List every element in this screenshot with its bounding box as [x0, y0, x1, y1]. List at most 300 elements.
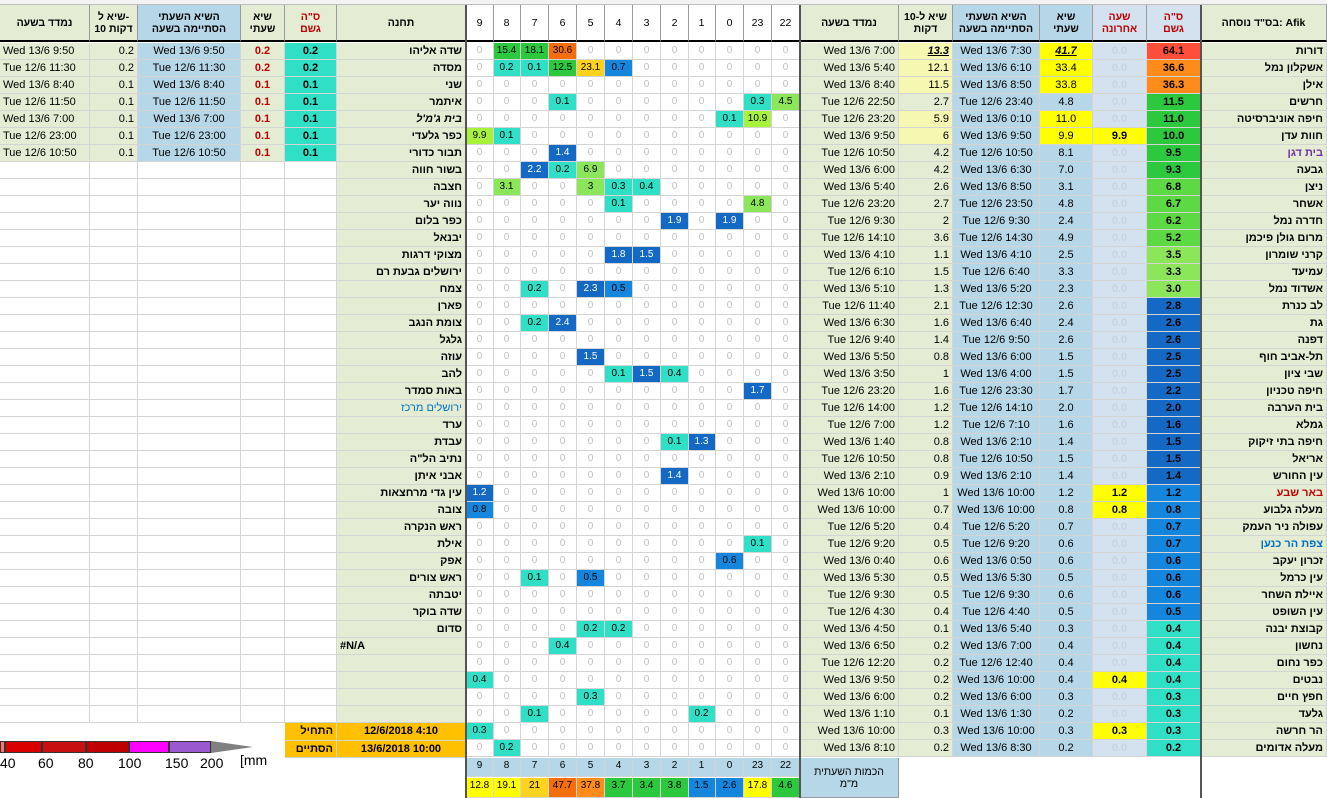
hourly-cell: 0: [521, 349, 549, 366]
hourly-peak-end: Wed 13/6 10:00: [953, 723, 1040, 740]
hourly-cell: 0: [661, 281, 689, 298]
left-hourly-peak: [241, 672, 285, 689]
hourly-cell: 0: [521, 230, 549, 247]
hourly-cell: 0: [466, 417, 494, 434]
hourly-cell: 0: [521, 77, 549, 94]
last-hour: 0.0: [1093, 689, 1147, 706]
hourly-peak: 0.3: [1040, 689, 1093, 706]
hourly-cell: 0: [549, 77, 577, 94]
left-total-rain: 0.2: [285, 60, 337, 77]
peak-10min: 0.2: [899, 672, 953, 689]
left-total-rain: [285, 264, 337, 281]
hourly-cell: 0: [605, 740, 633, 757]
hourly-cell: 0: [466, 553, 494, 570]
left-station-name: יבנאל: [337, 230, 466, 247]
hourly-cell: 0.1: [493, 128, 521, 145]
measured-at: Wed 13/6 6:00: [800, 162, 899, 179]
station-name: מעלה גלבוע: [1201, 502, 1327, 519]
hourly-cell: 0: [744, 332, 772, 349]
station-name: אילן: [1201, 77, 1327, 94]
measured-at: Wed 13/6 8:40: [800, 77, 899, 94]
peak-10min: 0.1: [899, 706, 953, 723]
left-measured-at: [0, 434, 90, 451]
hourly-cell: 0: [577, 94, 605, 111]
total-rain: 0.5: [1147, 604, 1201, 621]
hourly-peak: 0.6: [1040, 587, 1093, 604]
station-name: דפנה: [1201, 332, 1327, 349]
hourly-cell: 0: [716, 519, 744, 536]
left-station-name: עין גדי מרחצאות: [337, 485, 466, 502]
left-station-name: ירושלים מרכז: [337, 400, 466, 417]
hourly-cell: 0: [716, 349, 744, 366]
left-peak-10: [90, 196, 138, 213]
hourly-cell: 0: [493, 383, 521, 400]
left-peak-end: [138, 553, 241, 570]
left-measured-at: [0, 264, 90, 281]
total-rain: 9.3: [1147, 162, 1201, 179]
hourly-cell: 0: [744, 604, 772, 621]
hourly-cell: 0: [688, 621, 716, 638]
hourly-peak: 0.2: [1040, 740, 1093, 757]
hourly-cell: 0: [688, 604, 716, 621]
station-name: לב כנרת: [1201, 298, 1327, 315]
left-station-name: #N/A: [337, 638, 466, 655]
measured-at: Wed 13/6 9:50: [800, 128, 899, 145]
left-total-rain: 0.2: [285, 43, 337, 60]
hourly-cell: 0: [605, 332, 633, 349]
left-peak-end: [138, 706, 241, 723]
hourly-cell: 0: [549, 349, 577, 366]
hourly-cell: 0: [688, 553, 716, 570]
hourly-cell: 0: [493, 553, 521, 570]
hourly-cell: 0: [605, 689, 633, 706]
peak-10min: 1.1: [899, 247, 953, 264]
total-rain: 2.5: [1147, 366, 1201, 383]
hourly-cell: 0: [466, 349, 494, 366]
footer-hour: 2: [661, 758, 689, 777]
last-hour: 0.0: [1093, 638, 1147, 655]
hourly-cell: 0: [633, 196, 661, 213]
left-peak-end: [138, 213, 241, 230]
hourly-cell: 0: [661, 553, 689, 570]
hourly-cell: 0: [661, 672, 689, 689]
hourly-cell: 0: [716, 43, 744, 60]
last-hour: 0.8: [1093, 502, 1147, 519]
left-station-name: עוזה: [337, 349, 466, 366]
total-rain: 0.3: [1147, 723, 1201, 740]
measured-at: Wed 13/6 5:50: [800, 349, 899, 366]
left-peak-end: [138, 485, 241, 502]
hourly-cell: 0: [577, 383, 605, 400]
left-measured-at: [0, 162, 90, 179]
hourly-cell: 0: [577, 43, 605, 60]
last-hour: 0.0: [1093, 536, 1147, 553]
hourly-cell: 0: [521, 451, 549, 468]
hourly-cell: 0: [688, 332, 716, 349]
left-peak-10: [90, 536, 138, 553]
hourly-cell: 0: [744, 315, 772, 332]
hourly-cell: 0: [661, 196, 689, 213]
left-measured-at: Wed 13/6 8:40: [0, 77, 90, 94]
station-name: קבוצת יבנה: [1201, 621, 1327, 638]
hourly-cell: 0.1: [605, 196, 633, 213]
hourly-cell: 0: [772, 332, 800, 349]
header-hour-3: 3: [633, 5, 661, 42]
hourly-cell: 0: [605, 570, 633, 587]
hourly-cell: 0: [466, 366, 494, 383]
left-total-rain: [285, 298, 337, 315]
hourly-cell: 0: [605, 400, 633, 417]
hourly-cell: 0: [744, 230, 772, 247]
legend-value: 80: [78, 755, 94, 771]
station-name: אשחר: [1201, 196, 1327, 213]
hourly-cell: 0: [661, 570, 689, 587]
hourly-peak-end: Wed 13/6 7:30: [953, 43, 1040, 60]
hourly-peak: 1.6: [1040, 417, 1093, 434]
hourly-cell: 0: [493, 400, 521, 417]
hourly-peak: 1.4: [1040, 434, 1093, 451]
hourly-peak: 1.5: [1040, 366, 1093, 383]
header-hourly-peak: שיא שעתי: [1040, 5, 1093, 42]
peak-10min: 5.9: [899, 111, 953, 128]
left-station-name: [337, 655, 466, 672]
hourly-peak: 4.9: [1040, 230, 1093, 247]
total-rain: 0.6: [1147, 553, 1201, 570]
hourly-cell: 0: [688, 570, 716, 587]
hourly-cell: 0: [716, 315, 744, 332]
left-total-rain: 0.1: [285, 77, 337, 94]
hourly-cell: 0: [688, 485, 716, 502]
peak-10min: 4.2: [899, 145, 953, 162]
left-station-name: [337, 706, 466, 723]
peak-10min: 3.6: [899, 230, 953, 247]
hourly-cell: 0: [688, 213, 716, 230]
hourly-peak: 0.6: [1040, 553, 1093, 570]
left-total-rain: [285, 281, 337, 298]
hourly-cell: 0: [661, 128, 689, 145]
hourly-cell: 0: [716, 604, 744, 621]
hourly-cell: 0: [744, 570, 772, 587]
left-station-name: אילת: [337, 536, 466, 553]
station-name: גבעה: [1201, 162, 1327, 179]
station-name: עין החורש: [1201, 468, 1327, 485]
hourly-cell: 0: [716, 417, 744, 434]
hourly-cell: 23.1: [577, 60, 605, 77]
hourly-cell: 0: [577, 672, 605, 689]
hourly-cell: 0: [716, 655, 744, 672]
left-station-name: מצוקי דרגות: [337, 247, 466, 264]
left-peak-end: [138, 604, 241, 621]
left-peak-end: [138, 468, 241, 485]
hourly-cell: 0: [772, 196, 800, 213]
hourly-cell: 0: [521, 298, 549, 315]
legend-value: 40: [0, 755, 16, 771]
header-total-rain: ס"ה גשם: [1147, 5, 1201, 42]
hourly-peak: 1.4: [1040, 468, 1093, 485]
left-peak-end: Tue 12/6 11:50: [138, 94, 241, 111]
left-peak-10: [90, 315, 138, 332]
hourly-cell: 1.5: [633, 366, 661, 383]
last-hour: 0.0: [1093, 77, 1147, 94]
hourly-cell: 0: [605, 587, 633, 604]
total-rain: 6.7: [1147, 196, 1201, 213]
station-name: קרני שומרון: [1201, 247, 1327, 264]
left-measured-at: Tue 12/6 11:50: [0, 94, 90, 111]
left-total-rain: [285, 706, 337, 723]
left-hourly-peak: 0.2: [241, 60, 285, 77]
hourly-cell: 0: [549, 485, 577, 502]
hourly-cell: 0: [577, 230, 605, 247]
hourly-cell: 0: [549, 128, 577, 145]
hourly-cell: 0: [521, 94, 549, 111]
hourly-cell: 0: [466, 298, 494, 315]
hourly-peak-end: Tue 12/6 9:30: [953, 213, 1040, 230]
hourly-cell: 0: [521, 604, 549, 621]
hourly-cell: 18.1: [521, 43, 549, 60]
hourly-peak-end: Wed 13/6 7:00: [953, 638, 1040, 655]
hourly-cell: 0: [633, 145, 661, 162]
hourly-peak-end: Wed 13/6 0:10: [953, 111, 1040, 128]
footer-hour: 8: [493, 758, 521, 777]
hourly-cell: 0: [549, 451, 577, 468]
hourly-peak-end: Wed 13/6 4:10: [953, 247, 1040, 264]
left-measured-at: Tue 12/6 11:30: [0, 60, 90, 77]
hourly-cell: 0: [772, 111, 800, 128]
left-measured-at: Wed 13/6 7:00: [0, 111, 90, 128]
hourly-cell: 0: [744, 519, 772, 536]
last-hour: 0.0: [1093, 553, 1147, 570]
hourly-cell: 0: [493, 587, 521, 604]
hourly-cell: 0: [549, 706, 577, 723]
left-peak-end: [138, 281, 241, 298]
hourly-cell: 0: [605, 349, 633, 366]
left-peak-end: [138, 434, 241, 451]
hourly-cell: 0: [744, 621, 772, 638]
hourly-cell: 0: [633, 230, 661, 247]
legend-swatch: [169, 741, 211, 753]
left-measured-at: [0, 179, 90, 196]
left-total-rain: [285, 604, 337, 621]
legend-swatch: [129, 741, 169, 753]
peak-10min: 2.7: [899, 94, 953, 111]
header-hourly-peak-end: השיא השעתי הסתיימה בשעה: [953, 5, 1040, 42]
hourly-cell: 0: [549, 502, 577, 519]
hourly-peak: 0.2: [1040, 706, 1093, 723]
hourly-cell: 0: [577, 706, 605, 723]
station-name: צפת הר כנען: [1201, 536, 1327, 553]
station-name: ניצן: [1201, 179, 1327, 196]
hourly-cell: 0: [688, 145, 716, 162]
left-total-rain: [285, 689, 337, 706]
measured-at: Wed 13/6 10:00: [800, 485, 899, 502]
left-peak-10: [90, 502, 138, 519]
measured-at: Wed 13/6 10:00: [800, 502, 899, 519]
left-hourly-peak: [241, 604, 285, 621]
left-total-rain: [285, 247, 337, 264]
left-peak-10: [90, 485, 138, 502]
left-measured-at: [0, 196, 90, 213]
hourly-cell: 0: [772, 264, 800, 281]
hourly-cell: 0: [716, 706, 744, 723]
hourly-cell: 0.3: [605, 179, 633, 196]
left-peak-end: [138, 536, 241, 553]
left-peak-10: 0.1: [90, 77, 138, 94]
hourly-peak: 33.8: [1040, 77, 1093, 94]
hourly-cell: 0: [633, 264, 661, 281]
hourly-peak: 2.4: [1040, 213, 1093, 230]
hourly-cell: 0: [744, 672, 772, 689]
peak-10min: 2.7: [899, 196, 953, 213]
hourly-cell: 0: [772, 298, 800, 315]
hourly-cell: 0: [772, 604, 800, 621]
hourly-cell: 0: [466, 587, 494, 604]
last-hour: 0.0: [1093, 315, 1147, 332]
hourly-cell: 0: [521, 502, 549, 519]
left-total-rain: [285, 179, 337, 196]
hourly-cell: 0: [633, 536, 661, 553]
left-peak-10: [90, 417, 138, 434]
last-hour: 0.0: [1093, 451, 1147, 468]
hourly-cell: 0: [661, 383, 689, 400]
left-total-rain: [285, 434, 337, 451]
left-station-name: שדה בוקר: [337, 604, 466, 621]
hourly-cell: 0: [661, 485, 689, 502]
peak-10min: 4.2: [899, 162, 953, 179]
hourly-cell: 0: [493, 706, 521, 723]
hourly-cell: 0: [661, 519, 689, 536]
station-name: בית דגן: [1201, 145, 1327, 162]
hourly-cell: 0: [521, 434, 549, 451]
hourly-cell: 0: [466, 655, 494, 672]
hourly-cell: 0: [493, 77, 521, 94]
left-hourly-peak: [241, 587, 285, 604]
measured-at: Wed 13/6 10:00: [800, 723, 899, 740]
hourly-cell: 0: [716, 298, 744, 315]
left-hourly-peak: [241, 162, 285, 179]
station-name: חוות עדן: [1201, 128, 1327, 145]
total-rain: 11.0: [1147, 111, 1201, 128]
hourly-cell: 0: [772, 179, 800, 196]
hourly-peak: 2.6: [1040, 332, 1093, 349]
hourly-cell: 0: [493, 672, 521, 689]
left-station-name: שני: [337, 77, 466, 94]
hourly-peak: 0.4: [1040, 672, 1093, 689]
station-name: עין כרמל: [1201, 570, 1327, 587]
left-peak-end: [138, 383, 241, 400]
hourly-cell: 0: [661, 604, 689, 621]
hourly-cell: 0: [661, 400, 689, 417]
footer-hour: 4: [605, 758, 633, 777]
hourly-cell: 0: [521, 689, 549, 706]
hourly-cell: 0: [577, 247, 605, 264]
hourly-cell: 0: [466, 43, 494, 60]
total-rain: 3.3: [1147, 264, 1201, 281]
peak-10min: 0.2: [899, 655, 953, 672]
hourly-cell: 0: [549, 689, 577, 706]
hourly-cell: 0: [772, 689, 800, 706]
hourly-cell: 0.1: [661, 434, 689, 451]
total-rain: 6.2: [1147, 213, 1201, 230]
left-peak-end: Tue 12/6 23:00: [138, 128, 241, 145]
hourly-cell: 0: [744, 587, 772, 604]
station-name: הר חרשה: [1201, 723, 1327, 740]
left-hourly-peak: [241, 689, 285, 706]
hourly-cell: 0: [521, 247, 549, 264]
left-hourly-peak: 0.1: [241, 111, 285, 128]
left-peak-10: [90, 621, 138, 638]
hourly-cell: 0: [744, 349, 772, 366]
hourly-cell: 0.1: [521, 570, 549, 587]
peak-10min: 11.5: [899, 77, 953, 94]
left-hourly-peak: [241, 485, 285, 502]
last-hour: 0.0: [1093, 383, 1147, 400]
hourly-cell: 0: [716, 621, 744, 638]
hourly-peak: 11.0: [1040, 111, 1093, 128]
hourly-peak-end: Wed 13/6 8:30: [953, 740, 1040, 757]
hourly-peak: 41.7: [1040, 43, 1093, 60]
hourly-cell: 1.7: [744, 383, 772, 400]
hourly-peak-end: Tue 12/6 23:50: [953, 196, 1040, 213]
hourly-cell: 0: [466, 179, 494, 196]
last-hour: 0.0: [1093, 111, 1147, 128]
hourly-cell: 0: [466, 60, 494, 77]
hourly-cell: 0: [744, 247, 772, 264]
left-station-name: נתיב הל"ה: [337, 451, 466, 468]
hourly-cell: 0: [549, 723, 577, 740]
hourly-cell: 0.4: [661, 366, 689, 383]
measured-at: Tue 12/6 9:20: [800, 536, 899, 553]
left-hourly-peak: [241, 264, 285, 281]
left-total-rain: [285, 672, 337, 689]
hourly-cell: 0: [716, 196, 744, 213]
hourly-cell: 1.2: [466, 485, 494, 502]
left-hourly-peak: [241, 400, 285, 417]
measured-at: Tue 12/6 12:20: [800, 655, 899, 672]
hourly-peak-end: Wed 13/6 1:30: [953, 706, 1040, 723]
hourly-cell: 0: [716, 145, 744, 162]
left-station-name: בשור חווה: [337, 162, 466, 179]
hourly-cell: 0: [716, 672, 744, 689]
hourly-cell: 0: [688, 400, 716, 417]
hourly-cell: 0: [466, 383, 494, 400]
hourly-cell: 0: [466, 740, 494, 757]
station-name: אשקלון נמל: [1201, 60, 1327, 77]
measured-at: Wed 13/6 5:40: [800, 179, 899, 196]
left-peak-10: 0.1: [90, 94, 138, 111]
legend-value: 200: [200, 755, 224, 771]
left-hourly-peak: [241, 553, 285, 570]
measured-at: Tue 12/6 9:40: [800, 332, 899, 349]
hourly-peak-end: Tue 12/6 14:30: [953, 230, 1040, 247]
hourly-cell: 0: [688, 723, 716, 740]
left-station-name: ראש הנקרה: [337, 519, 466, 536]
last-hour: 0.0: [1093, 264, 1147, 281]
hourly-cell: 0: [493, 604, 521, 621]
peak-10min: 0.7: [899, 502, 953, 519]
header-hour-2: 2: [661, 5, 689, 42]
station-name: עין השופט: [1201, 604, 1327, 621]
measured-at: Wed 13/6 5:10: [800, 281, 899, 298]
hourly-cell: 0: [716, 128, 744, 145]
left-station-name: כפר בלום: [337, 213, 466, 230]
last-hour: 0.0: [1093, 196, 1147, 213]
total-rain: 0.6: [1147, 587, 1201, 604]
left-hourly-peak: [241, 315, 285, 332]
hourly-cell: 0: [772, 128, 800, 145]
total-rain: 0.2: [1147, 740, 1201, 757]
station-name: גמלא: [1201, 417, 1327, 434]
hourly-cell: 0: [772, 247, 800, 264]
